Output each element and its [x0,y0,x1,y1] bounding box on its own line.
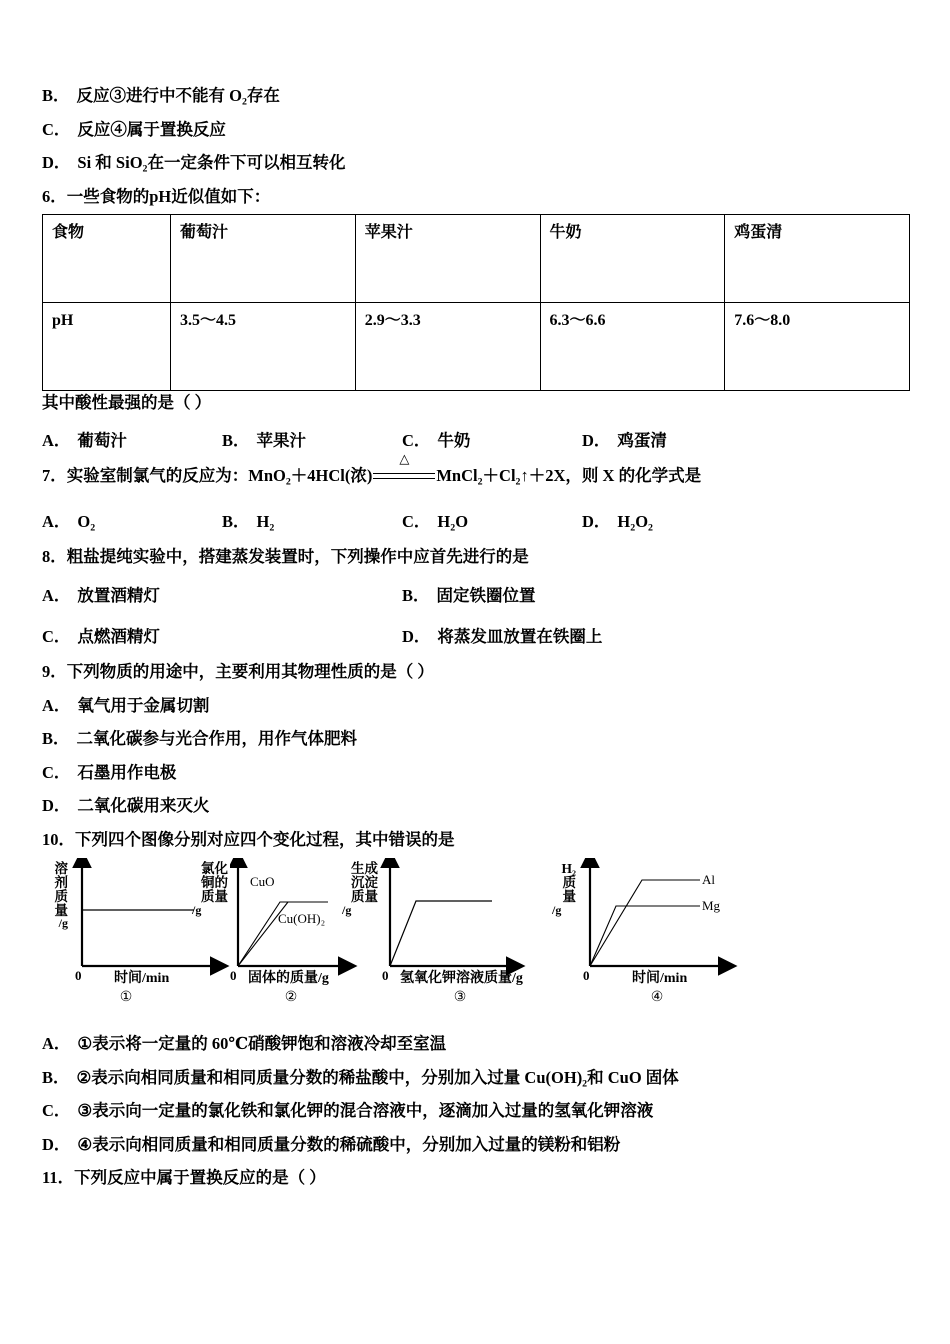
question-text: 实验室制氯气的反应为： [66,465,249,485]
graph-2-y-axis-label [190,862,228,916]
graph-3-x-axis-label: 氢氧化钾溶液质量/g [400,971,523,987]
series-Mg [590,906,700,966]
y-label-line: 质量 [201,888,228,904]
option-label: B． [42,1067,70,1087]
option-row [42,88,912,105]
table-cell: 3.5～4.5 [171,303,356,391]
question-8-options-row1 [42,582,912,606]
option-row [42,731,912,748]
graph-4-legend-Al: Al [702,872,715,888]
graph-4-caption: ④ [650,990,664,1006]
graph-2-caption: ② [284,990,298,1006]
series-precipitate-mass [390,901,492,966]
option-text: H₂O [437,511,469,531]
option-label: D． [582,511,611,531]
table-cell: 牛奶 [540,215,725,303]
graph-4-y-axis-label [550,862,576,916]
option-text: ③表示向一定量的氯化铁和氯化钾的混合溶液中，逐滴加入过量的氢氧化钾溶液 [77,1101,654,1121]
question-text: 下列反应中属于置换反应的是（ ） [74,1168,326,1188]
option-text: Si 和 SiO₂在一定条件下可以相互转化 [77,153,346,172]
option-c [402,508,582,532]
option-text: 放置酒精灯 [77,586,160,606]
option-text: H₂ [256,511,275,531]
option-label: D． [42,153,71,172]
y-label-line: 剂 [54,874,68,890]
table-cell: 鸡蛋清 [725,215,910,303]
question-number: 8． [42,546,67,566]
option-text: 二氧化碳用来灭火 [77,796,210,816]
question-number: 9． [42,662,67,682]
question-text: 下列物质的用途中，主要利用其物理性质的是（ ） [66,662,434,682]
option-label: C． [42,119,71,139]
series-Al [590,880,700,966]
graph-2-legend-CuOH2: Cu(OH)₂ [278,911,326,927]
graph-3-plot [380,858,570,983]
option-label: B． [222,511,250,531]
graph-4-x-axis-label: 时间/min [632,971,688,987]
option-text: 反应④属于置换反应 [77,119,226,139]
option-b [222,508,402,532]
option-row [42,1134,912,1154]
option-row [42,155,912,172]
option-text: 点燃酒精灯 [77,627,160,647]
graph-4-legend-Mg: Mg [702,898,721,914]
y-label-line: 质量 [351,888,378,904]
option-label: D． [42,796,71,816]
option-text: 氧气用于金属切割 [77,695,210,715]
question-6-options [42,427,912,451]
graph-2-x-axis-label: 固体的质量/g [248,971,329,987]
option-label: C． [42,762,71,782]
option-b [402,582,536,606]
graph-3-y-axis-label [340,862,378,916]
option-label: A． [42,586,71,606]
option-row [42,1103,912,1120]
y-label-line: 氯化 [201,861,228,877]
option-text: 苹果汁 [256,430,307,450]
option-label: A． [42,1034,71,1054]
question-number: 11． [42,1168,75,1188]
option-label: B． [402,586,430,606]
option-label: B． [42,729,70,749]
graph-2-origin-label: 0 [230,968,237,984]
page-content [42,88,912,1204]
y-label-unit: /g [192,902,202,917]
option-d [402,623,602,647]
table-cell: 2.9～3.3 [355,303,540,391]
question-8-stem [42,546,912,566]
option-label: C． [42,627,71,647]
option-text: 鸡蛋清 [617,430,667,450]
table-cell: 苹果汁 [355,215,540,303]
option-d [582,508,762,532]
option-c [42,623,402,647]
y-label-line: 质 [54,888,68,904]
question-number: 10． [42,829,75,849]
table-cell: 食物 [43,215,171,303]
chemical-equation [248,450,566,486]
question-6-stem [42,186,912,206]
y-label-line: H₂ [561,861,576,877]
option-row [42,119,912,139]
graph-2-legend-CuO: CuO [250,874,275,890]
option-row [42,695,912,715]
y-label-unit: /g [552,902,562,917]
option-text: O₂ [77,511,96,531]
question-11-stem [42,1170,912,1187]
option-text: 牛奶 [437,430,471,450]
table-cell: 葡萄汁 [171,215,356,303]
question-text-suffix: ，则 X 的化学式是 [565,465,702,485]
option-text: ④表示向相同质量和相同质量分数的稀硫酸中，分别加入过量的镁粉和铝粉 [77,1134,621,1154]
table-row-header [43,215,910,303]
question-7-options [42,508,912,532]
graph-3-caption: ③ [453,990,467,1006]
graph-1-x-axis-label: 时间/min [114,971,170,987]
table-cell: 7.6～8.0 [725,303,910,391]
table-cell: 6.3～6.6 [540,303,725,391]
graph-3-origin-label: 0 [382,968,389,984]
question-10-figure-group [42,856,912,1026]
option-label: D． [402,627,431,647]
y-label-unit: /g [58,916,68,931]
question-text: 粗盐提纯实验中，搭建蒸发装置时，下列操作中应首先进行的是 [66,546,529,566]
table-row [43,303,910,391]
option-label: B． [42,86,70,105]
option-label: C． [402,511,431,531]
option-b [222,427,402,451]
option-text: 石墨用作电极 [77,762,177,782]
question-7-stem [42,450,912,486]
reaction-arrow-icon [373,450,435,486]
option-c [402,427,582,451]
option-a [42,508,222,532]
graph-1-origin-label: 0 [75,968,82,984]
y-label-unit: /g [342,902,352,917]
option-label: C． [42,1101,71,1121]
option-a [42,582,402,606]
question-number: 7． [42,465,67,485]
graph-4-plot [580,858,750,983]
option-label: C． [402,430,431,450]
option-text: ①表示将一定量的 60℃硝酸钾饱和溶液冷却至室温 [77,1034,447,1054]
graph-4 [550,856,750,1006]
question-text: 一些食物的pH近似值如下： [66,186,271,206]
question-10-stem [42,829,912,849]
option-text: 将蒸发皿放置在铁圈上 [437,627,603,647]
graph-4-origin-label: 0 [583,968,590,984]
option-text: 葡萄汁 [77,430,127,450]
graph-1-caption: ① [119,990,133,1006]
equation-left: MnO₂＋4HCl(浓) [248,465,373,485]
option-a [42,427,222,451]
question-8-options-row2 [42,623,912,647]
option-label: D． [582,430,611,450]
option-text: 二氧化碳参与光合作用，用作气体肥料 [76,729,358,749]
y-label-line: 溶 [54,861,68,877]
y-label-line: 生成 [351,861,378,877]
option-text: 反应③进行中不能有 O₂存在 [76,86,280,105]
option-text: H₂O₂ [617,511,653,531]
question-9-stem [42,664,912,681]
option-row [42,1067,912,1087]
option-text: ②表示向相同质量和相同质量分数的稀盐酸中，分别加入过量 Cu(OH)₂和 CuO 固体 [76,1067,679,1087]
heating-condition-symbol: △ [399,450,410,466]
option-row [42,762,912,782]
option-d [582,427,762,451]
question-text: 下列四个图像分别对应四个变化过程，其中错误的是 [75,829,455,849]
option-label: B． [222,430,250,450]
y-label-line: 量 [54,902,68,918]
option-label: A． [42,511,71,531]
option-text: 固定铁圈位置 [436,586,536,606]
option-label: D． [42,1134,71,1154]
table-cell: pH [43,303,171,391]
y-label-line: 质 [562,874,576,890]
equation-right: MnCl₂＋Cl₂↑＋2X [436,465,566,485]
y-label-line: 沉淀 [351,874,378,890]
y-label-line: 铜的 [201,874,228,890]
graph-1-y-axis-label [42,862,68,929]
ph-value-table [42,214,910,391]
option-row [42,798,912,815]
question-6-substem: 其中酸性最强的是（ ） [42,393,212,412]
y-label-line: 量 [562,888,576,904]
option-label: A． [42,695,71,715]
option-row [42,1036,912,1053]
question-number: 6． [42,186,67,206]
option-label: A． [42,430,71,450]
